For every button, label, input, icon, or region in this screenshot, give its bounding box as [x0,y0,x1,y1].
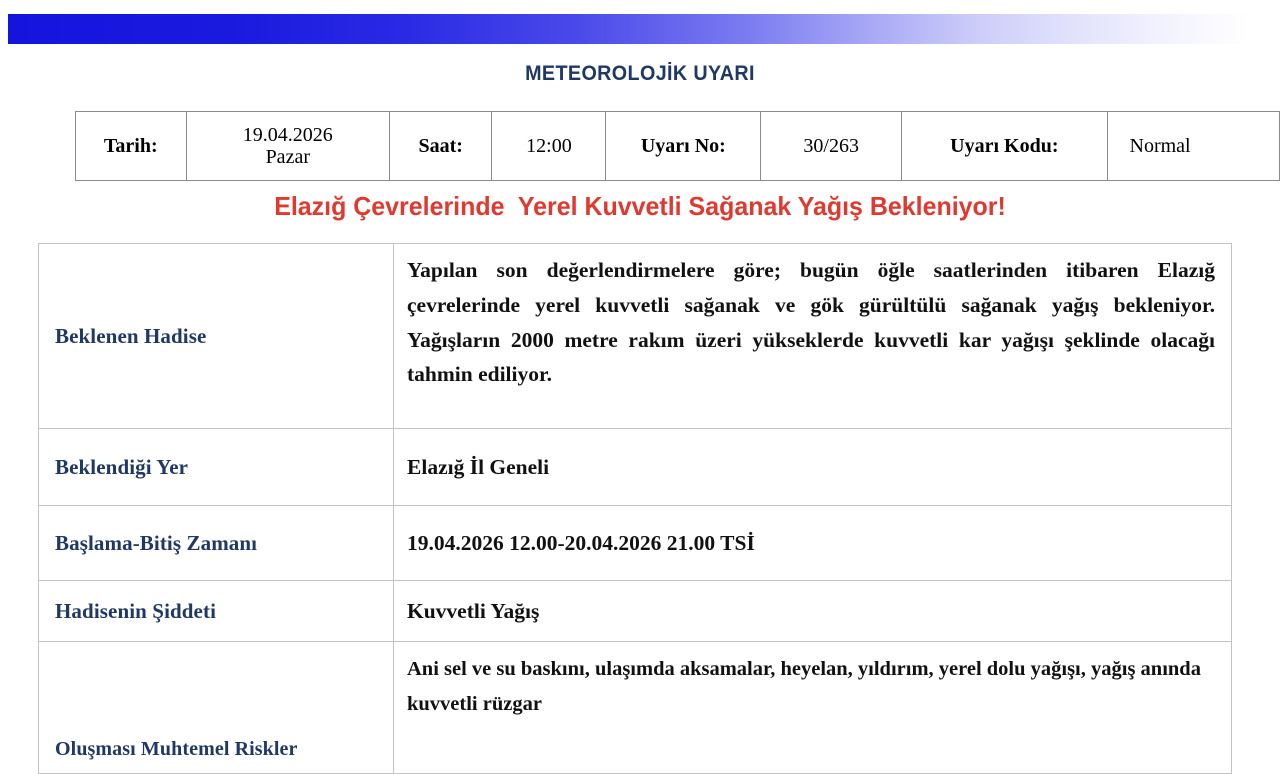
date-label: Tarih: [76,112,187,181]
table-row [39,244,1232,429]
table-row [39,642,1232,774]
warning-meta-table [75,111,1280,181]
date-value-line2: Pazar [265,146,310,168]
expected-event-paragraph: Yapılan son değerlendirmelere göre; bugün öğle saatlerinden itibaren Elazığ çevrelerinde yerel kuvvetli sağanak ve gök gürültülü sağanak yağış bekleniyor. Yağışların 2000 metre rakım üzeri yükseklerde kuvvetli kar yağışı şeklinde olacağı tahmin ediliyor. [407,258,1215,387]
row-value-start-end-time: 19.04.2026 12.00-20.04.2026 21.00 TSİ [394,506,1232,581]
row-label-event-severity: Hadisenin Şiddeti [39,581,394,642]
table-row [39,506,1232,581]
gradient-band [8,14,1248,44]
row-value-event-severity: Kuvvetli Yağış [394,581,1232,642]
warning-no-value: 30/263 [761,112,902,181]
row-value-expected-event [394,244,1232,429]
warning-code-label: Uyarı Kodu: [902,112,1107,181]
table-row [39,429,1232,506]
header-gradient-bar [0,14,1280,44]
warning-code-value: Normal [1107,112,1279,181]
warning-no-label: Uyarı No: [606,112,761,181]
possible-risks-paragraph: Ani sel ve su baskını, ulaşımda aksamalar, heyelan, yıldırım, yerel dolu yağışı, yağış anında kuvvetli rüzgar [407,658,1201,716]
date-value-line1: 19.04.2026 [242,123,333,146]
warning-detail-table [38,243,1232,774]
table-row [76,112,1280,181]
row-label-expected-event: Beklenen Hadise [39,244,394,429]
row-label-start-end-time: Başlama-Bitiş Zamanı [39,506,394,581]
row-label-possible-risks: Oluşması Muhtemel Riskler [39,642,394,774]
time-value: 12:00 [492,112,606,181]
time-label: Saat: [389,112,491,181]
table-row [39,581,1232,642]
row-value-expected-location: Elazığ İl Geneli [394,429,1232,506]
row-value-possible-risks [394,642,1232,774]
warning-headline: Elazığ Çevrelerinde Yerel Kuvvetli Sağanak Yağış Bekleniyor! [274,191,1006,221]
date-value [186,112,389,181]
row-label-expected-location: Beklendiği Yer [39,429,394,506]
page-title: METEOROLOJİK UYARI [525,62,755,85]
